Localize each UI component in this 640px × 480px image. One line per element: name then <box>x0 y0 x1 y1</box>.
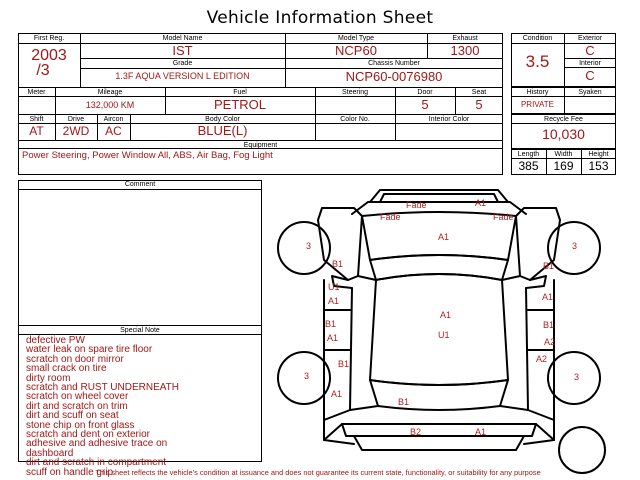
syaken-label: Syaken <box>578 89 602 96</box>
interior-value: C <box>585 68 595 83</box>
special-note-label: Special Note <box>120 327 160 334</box>
steering-label: Steering <box>341 89 369 96</box>
mark-rear-b2: B2 <box>410 427 422 437</box>
condition-value: 3.5 <box>525 52 550 71</box>
drive-value: 2WD <box>62 124 90 138</box>
history-value: PRIVATE <box>520 100 555 109</box>
mark-left-b1-b: B1 <box>325 319 337 329</box>
exterior-label: Exterior <box>577 35 603 42</box>
mark-fade-left: Fade <box>380 212 401 222</box>
comment-label: Comment <box>124 181 156 188</box>
exhaust-label: Exhaust <box>452 35 478 42</box>
seat-label: Seat <box>471 89 487 96</box>
drive-label: Drive <box>67 116 85 123</box>
seat-value: 5 <box>475 97 483 112</box>
mark-left-b1-a: B1 <box>332 259 344 269</box>
door-label: Door <box>417 89 433 96</box>
mark-right-a2-a: A2 <box>544 337 556 347</box>
chassis-number-label: Chassis Number <box>368 60 420 67</box>
height-value: 153 <box>588 159 609 173</box>
list-item: scratch on door mirror <box>26 353 124 365</box>
mileage-value: 132,000 KM <box>85 100 135 110</box>
first-reg-month: /3 <box>36 62 50 79</box>
color-no-label: Color No. <box>340 116 370 123</box>
model-name-label: Model Name <box>162 35 203 42</box>
sheet-title: Vehicle Information Sheet <box>206 8 434 28</box>
height-label: Height <box>588 151 609 158</box>
mark-left-u1: U1 <box>328 282 340 292</box>
model-type-label: Model Type <box>337 35 375 42</box>
mark-fade-right: Fade <box>493 212 514 222</box>
rear-bumper-icon <box>354 436 524 450</box>
mark-fade-top: Fade <box>406 200 427 210</box>
fuel-label: Fuel <box>233 89 247 96</box>
model-type-value: NCP60 <box>335 43 377 58</box>
list-item: adhesive and adhesive trace on <box>26 438 168 450</box>
aircon-label: Aircon <box>103 116 124 123</box>
width-value: 169 <box>553 159 574 173</box>
length-value: 385 <box>518 159 539 173</box>
list-item: dirty room <box>26 372 71 384</box>
recycle-fee-value: 10,030 <box>542 126 585 142</box>
mark-left-b1-c: B1 <box>338 359 350 369</box>
special-note-list <box>26 336 256 477</box>
mark-a1-top: A1 <box>475 198 487 208</box>
mark-roof-a1: A1 <box>440 310 452 320</box>
list-item: water leak on spare tire floor <box>26 344 153 356</box>
mark-tire-front-right: 3 <box>572 241 578 251</box>
list-item: dirt and scratch on trim <box>26 400 128 412</box>
exhaust-value: 1300 <box>450 43 480 58</box>
chassis-number-value: NCP60-0076980 <box>345 69 443 84</box>
mark-right-b1-b: B1 <box>543 320 555 330</box>
list-item: scuff on handle grip <box>26 466 114 478</box>
shift-value: AT <box>29 124 44 138</box>
spare-tire-icon <box>559 427 605 473</box>
recycle-fee-label: Recycle Fee <box>544 116 583 123</box>
equipment-value: Power Steering, Power Window All, ABS, Air Bag, Fog Light <box>22 150 273 161</box>
meter-label: Meter <box>27 89 46 96</box>
door-value: 5 <box>421 97 429 112</box>
mark-tire-rear-left: 3 <box>304 371 310 381</box>
front-bumper-icon <box>370 190 508 202</box>
mark-rear-a1: A1 <box>475 427 487 437</box>
grade-value: 1.3F AQUA VERSION L EDITION <box>115 71 250 81</box>
mark-hood: A1 <box>438 232 450 242</box>
mark-rear-b1: B1 <box>398 397 410 407</box>
mark-roof-u1: U1 <box>438 330 450 340</box>
list-item: scratch and RUST UNDERNEATH <box>26 382 179 394</box>
interior-color-label: Interior Color <box>428 116 470 123</box>
interior-label: Interior <box>579 60 601 67</box>
condition-label: Condition <box>522 35 553 42</box>
mark-right-a1-a: A1 <box>542 292 554 302</box>
body-color-label: Body Color <box>205 116 240 123</box>
mark-tire-front-left: 3 <box>306 241 312 251</box>
list-item: scratch on wheel cover <box>26 391 129 403</box>
length-label: Length <box>517 151 540 158</box>
mark-right-b1-a: B1 <box>543 261 555 271</box>
list-item: stone chip on front glass <box>26 419 135 431</box>
mark-left-a1-a: A1 <box>328 296 340 306</box>
mark-tire-rear-right: 3 <box>574 372 580 382</box>
grade-label: Grade <box>172 60 193 67</box>
model-name-value: IST <box>172 43 193 58</box>
aircon-value: AC <box>105 124 122 138</box>
list-item: dirt and scratch in compartment <box>26 457 167 469</box>
equipment-label: Equipment <box>243 142 278 149</box>
mileage-label: Mileage <box>97 89 123 96</box>
fuel-value: PETROL <box>213 97 266 112</box>
list-item: dirt and scuff on seat <box>26 410 119 422</box>
car-damage-diagram <box>262 180 622 475</box>
exterior-value: C <box>585 43 595 58</box>
mark-right-a2-b: A2 <box>536 354 548 364</box>
disclaimer-footer: This sheet reflects the vehicle's condition at issuance and does not guarantee its current state, functionality, or suitability for any purpose <box>95 468 541 477</box>
mark-left-a1-c: A1 <box>331 389 343 399</box>
list-item: dashboard <box>26 447 74 459</box>
shift-label: Shift <box>29 116 44 123</box>
list-item: small crack on tire <box>26 363 107 375</box>
history-label: History <box>526 89 549 96</box>
mark-left-a1-b: A1 <box>327 333 339 343</box>
first-reg-label: First Reg. <box>33 35 65 42</box>
width-label: Width <box>554 151 573 158</box>
list-item: scratch and dent on exterior <box>26 429 150 441</box>
first-reg-year: 2003 <box>31 47 67 64</box>
body-color-value: BLUE(L) <box>197 123 248 138</box>
list-item: defective PW <box>26 335 85 346</box>
